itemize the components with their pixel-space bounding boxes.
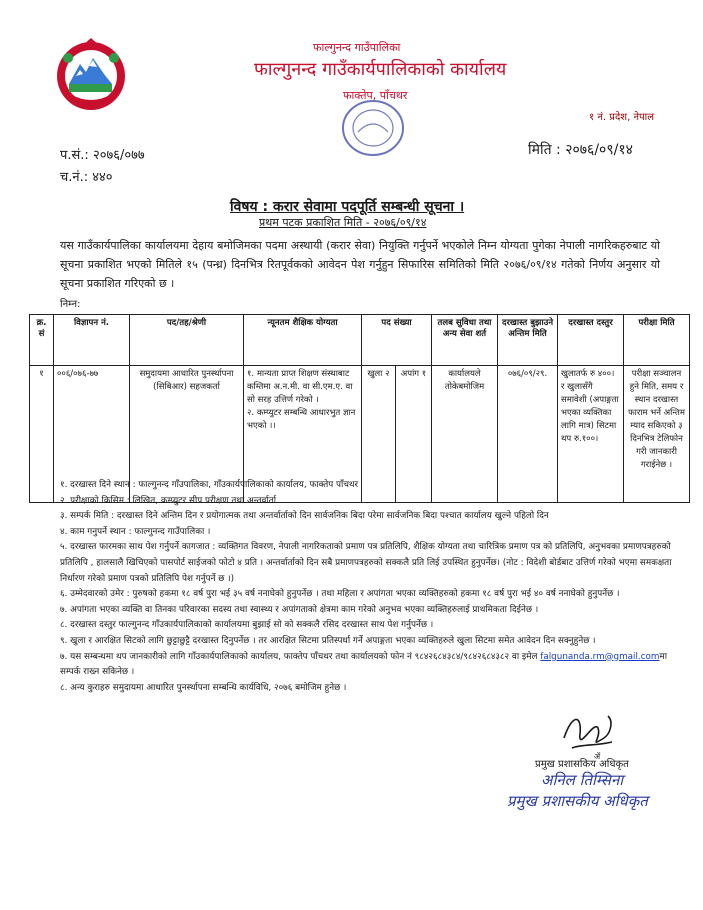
cell-fee: खुलातर्फ रु ४००। र खुलासँगै समावेशी (अपाङ्गता भएका व्यक्तिका लागि मात्र) सिटमा थप रु.१००। [558, 366, 624, 503]
province-label: १ नं. प्रदेश, नेपाल [589, 112, 655, 123]
cell-salary: कार्यालयले तोकेबमोजिम [432, 366, 498, 503]
cell-deadline: ०७६/०९/२९. [498, 366, 558, 503]
cell-sn: १ [30, 366, 54, 503]
signature-mark: ॲ [594, 752, 601, 761]
note-item: ९. खुला र आरक्षित सिटको लागि छुट्टाछुट्टै दरखास्त दिनुपर्नेछ । तर आरक्षित सिटमा प्रतिस्पर्धा गर्ने अपाङ्गता भएका व्यक्तिहरुले खुला सिटमा समेत आवेदन दिन सक्नुहुनेछ । [60, 635, 596, 646]
cell-post: समुदायमा आधारित पुनर्स्थापना (सिबिआर) सहजकर्ता [130, 366, 244, 503]
first-published-date: प्रथम पटक प्रकाशित मिति - २०७६/०९/१४ [259, 216, 427, 229]
qualification-2: २. कम्प्युटर सम्बन्धि आधारभुत ज्ञान भएको ।। [247, 408, 356, 431]
nimna-label: निम्न: [60, 299, 81, 310]
note-item: ४. काम गनुपर्ने स्थान : फाल्गुनन्द गाउँपालिका । [60, 526, 211, 537]
note-item: ३. सम्पर्क मिति : दरखास्त दिने अन्तिम दिन र प्रयोगात्मक तथा अन्तर्वार्ताको दिन सार्वजनिक बिदा परेमा सार्वजनिक बिदा पश्चात कार्यालय खुल्ने पहिलो दिन [60, 511, 549, 522]
th-deadline: दरखास्त बुझाउने अन्तिम मिति [498, 315, 558, 366]
contact-text: ७. यस सम्बन्धमा थप जानकारीको लागि गाँउकार्यपालिकाको कार्यालय, फाक्तेप पाँचथर तथा कार्यालयको फोन नं ९८४२६८४३८४/९८४२६८४३८२ वा इमेल [60, 651, 541, 662]
qualification-1: १. मान्यता प्राप्त शिक्षण संस्थाबाट कम्तिमा अ.न.मी. वा सी.एम.ए. वा सो सरह उत्तिर्ण गरेको । [247, 369, 353, 405]
nepal-emblem-logo [52, 36, 130, 112]
email-link[interactable]: falgunanda.rm@gmail.com [540, 651, 660, 662]
cell-count-open: खुला २ [362, 366, 396, 503]
note-item: ८. दरखास्त दस्तुर फाल्गुनन्द गाँउकार्यपालिकाको कार्यालयमा बुझाई सो को सक्कलै रसिद दरखास्त साथ पेश गर्नुपर्नेछ । [60, 620, 434, 631]
signature-scribble [558, 708, 618, 762]
note-item: ७. अपांगता भएका व्यक्ति वा तिनका परिवारका सदस्य तथा स्वास्थ्य र अपांगताको क्षेत्रमा काम गरेको अनुभव भएका व्यक्तिहरुलाई प्राथमिकता दिईनेछ । [60, 604, 539, 615]
note-item: ६. उम्मेदवारको उमेर : पुरुषको हकमा १८ वर्ष पुरा भई ३५ वर्ष ननाघेको हुनुपर्नेछ । तथा महिला र अपांगता भएका व्यक्तिहरुको हकमा १८ वर्ष पुरा भई ४० वर्ष ननाघेको हुनुपर्नेछ । [60, 589, 620, 600]
note-item: १. दरखास्त दिने स्थान : फाल्गुनन्द गाँउपालिका, गाँउकार्यपालिकाको कार्यालय, फाक्तेप पाँचथर [60, 480, 359, 490]
letter-date: मिति : २०७६/०९/१४ [528, 142, 633, 158]
signatory-post: प्रमुख प्रशासकीय अधिकृत [507, 792, 648, 810]
intro-paragraph: यस गाउँकार्यपालिका कार्यालयमा देहाय बमोजिमका पदमा अस्थायी (करार सेवा) नियुक्ति गर्नुपर्ने भएकोले निम्न योग्यता पुगेका नेपाली नागरिकहरुबाट यो सूचना प्रकाशित भएको मितिले १५ (पन्ध्र) दिनभित्र रितपूर्वकको आवेदन पेश गर्नुहुन सिफारिस समितिको मिति २०७६/०९/१४ गतेको निर्णय अनुसार यो सूचना प्रकाशित गरिएको छ । [60, 239, 660, 290]
th-exam-date: परीक्षा मिति [624, 315, 690, 366]
th-fee: दरखास्त दस्तुर [558, 315, 624, 366]
note-item: २. परीक्षाको किसिम : लिखित, कम्प्युटर सीप परीक्षण तथा अन्तर्वार्ता [60, 495, 276, 506]
signature-title: प्रमुख प्रशासकिय अधिकृत [535, 759, 629, 770]
chalani-number: च.नं.: ४४० [60, 170, 113, 185]
office-location: फाक्तेप, पाँचथर [343, 89, 408, 102]
note-item: ५. दरखास्त फारमका साथ पेश गर्नुपर्ने कागजात : व्यक्तिगत विवरण, नेपाली नागरिकताको प्रमाण पत्र प्रतिलिपि, शैक्षिक योग्यता तथा चारित्रिक प्रमाण पत्र को प्रतिलिपि, अनुभवका प्रमाणपत्रहरुको प्रतिलिपि , हालसालै खिचिएको पासपोर्ट साईजको फोटो ४ प्रति । अन्तर्वार्ताको दिन सबै प्रमाणपत्रहरुको सक्कलै प्रति लिई उपस्थित हुनुपर्नेछ। (नोट : विदेशी बोर्डबाट उत्तिर्ण गरेको भएमा समकक्षता निर्धारण गरेको प्रमाण पत्रको प्रतिलिपि पेश गर्नुपर्ने छ ।) [60, 542, 672, 584]
cell-count-disabled: अपांग १ [396, 366, 432, 503]
notice-subject: विषय : करार सेवामा पदपूर्ति सम्बन्धी सूचना । [230, 199, 465, 215]
th-sn: क्र. सं [30, 315, 54, 366]
vacancy-table [29, 314, 690, 503]
cell-exam: परीक्षा सञ्चालन हुने मिति, समय र स्थान दरखास्त फाराम भर्ने अन्तिम म्याद सकिएको ३ दिनभित्र टेलिफोन गरी जानकारी गराईनेछ । [624, 366, 690, 503]
patra-sankhya: प.सं.: २०७६/०७७ [60, 148, 145, 163]
th-qualification: न्यूनतम शैक्षिक योग्यता [244, 315, 362, 366]
office-name-title: फाल्गुनन्द गाउँकार्यपालिकाको कार्यालय [254, 59, 507, 80]
note-item: ८. अन्य कुराहरु समुदायमा आधारित पुनर्स्थापना सम्बन्धि कार्यविधि, २०७६ बमोजिम हुनेछ । [60, 682, 347, 693]
office-stamp [338, 96, 408, 160]
th-post: पद/तह/श्रेणी [130, 315, 244, 366]
signatory-name: अनिल तिम्सिना [541, 771, 624, 789]
cell-ad-no: ००६/०७६-७७ [54, 366, 130, 503]
office-name-small: फाल्गुनन्द गाउँपालिका [313, 41, 401, 54]
table-header-row [30, 315, 690, 366]
th-count: पद संख्या [362, 315, 432, 366]
notes-list [60, 478, 672, 696]
th-salary: तलब सुविधा तथा अन्य सेवा शर्त [432, 315, 498, 366]
note-item-contact [60, 650, 672, 681]
contact-text-end: मा सम्पर्क राख्न सकिनेछ । [60, 651, 668, 678]
th-ad-no: विज्ञापन नं. [54, 315, 130, 366]
